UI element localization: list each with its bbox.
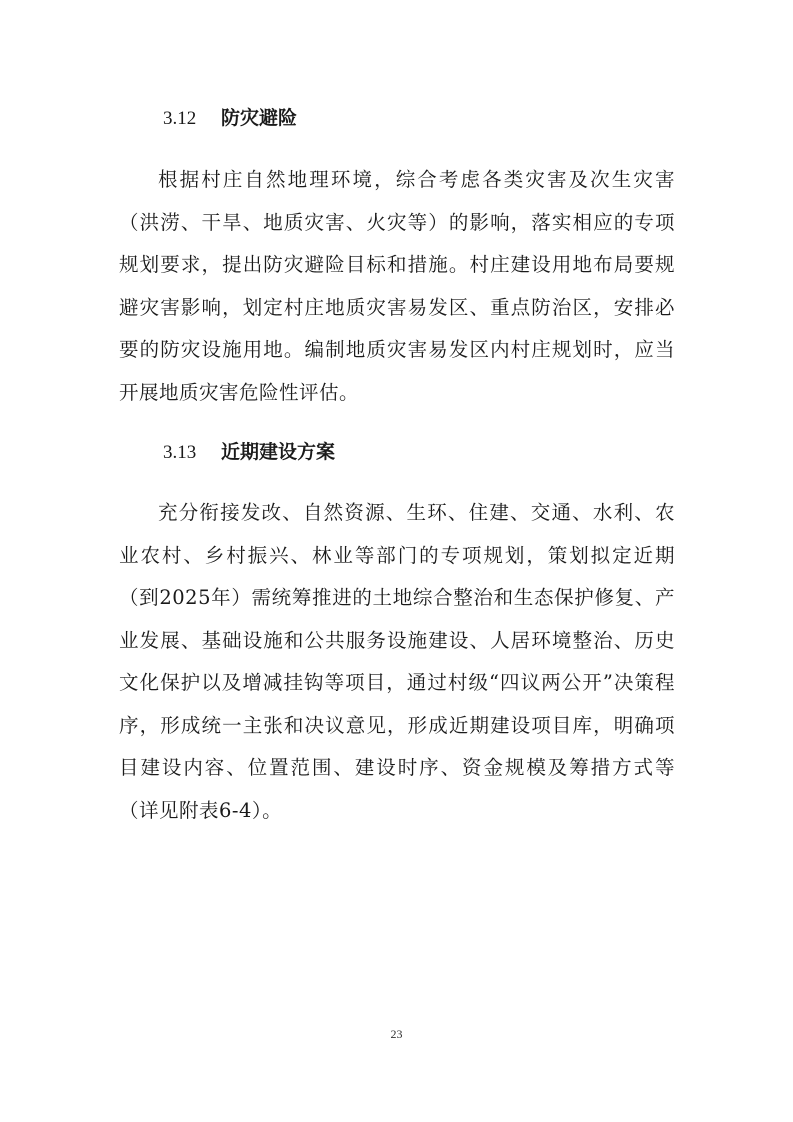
section-paragraph-disaster-prevention: 根据村庄自然地理环境，综合考虑各类灾害及次生灾害（洪涝、干旱、地质灾害、火灾等）的影响，落实相应的专项规划要求，提出防灾避险目标和措施。村庄建设用地布局要规避灾害影响，划定村庄地质灾害易发区、重点防治区，安排必要的防灾设施用地。编制地质灾害易发区内村庄规划时，应当开展地质灾害危险性评估。 bbox=[119, 168, 675, 404]
section-number: 3.13 bbox=[163, 442, 197, 463]
section-heading-3-13 bbox=[163, 440, 335, 465]
section-number: 3.12 bbox=[163, 108, 197, 129]
section-title: 近期建设方案 bbox=[221, 441, 336, 463]
section-heading-3-12 bbox=[163, 106, 297, 131]
section-title: 防灾避险 bbox=[221, 107, 298, 129]
section-paragraph-near-term-construction: 充分衔接发改、自然资源、生环、住建、交通、水利、农业农村、乡村振兴、林业等部门的专项规划，策划拟定近期（到2025年）需统筹推进的土地综合整治和生态保护修复、产业发展、基础设施和公共服务设施建设、人居环境整治、历史文化保护以及增减挂钩等项目，通过村级“四议两公开”决策程序，形成统一主张和决议意见，形成近期建设项目库，明确项目建设内容、位置范围、建设时序、资金规模及筹措方式等（详见附表6-4）。 bbox=[119, 501, 675, 822]
page-number: 23 bbox=[390, 1027, 403, 1041]
